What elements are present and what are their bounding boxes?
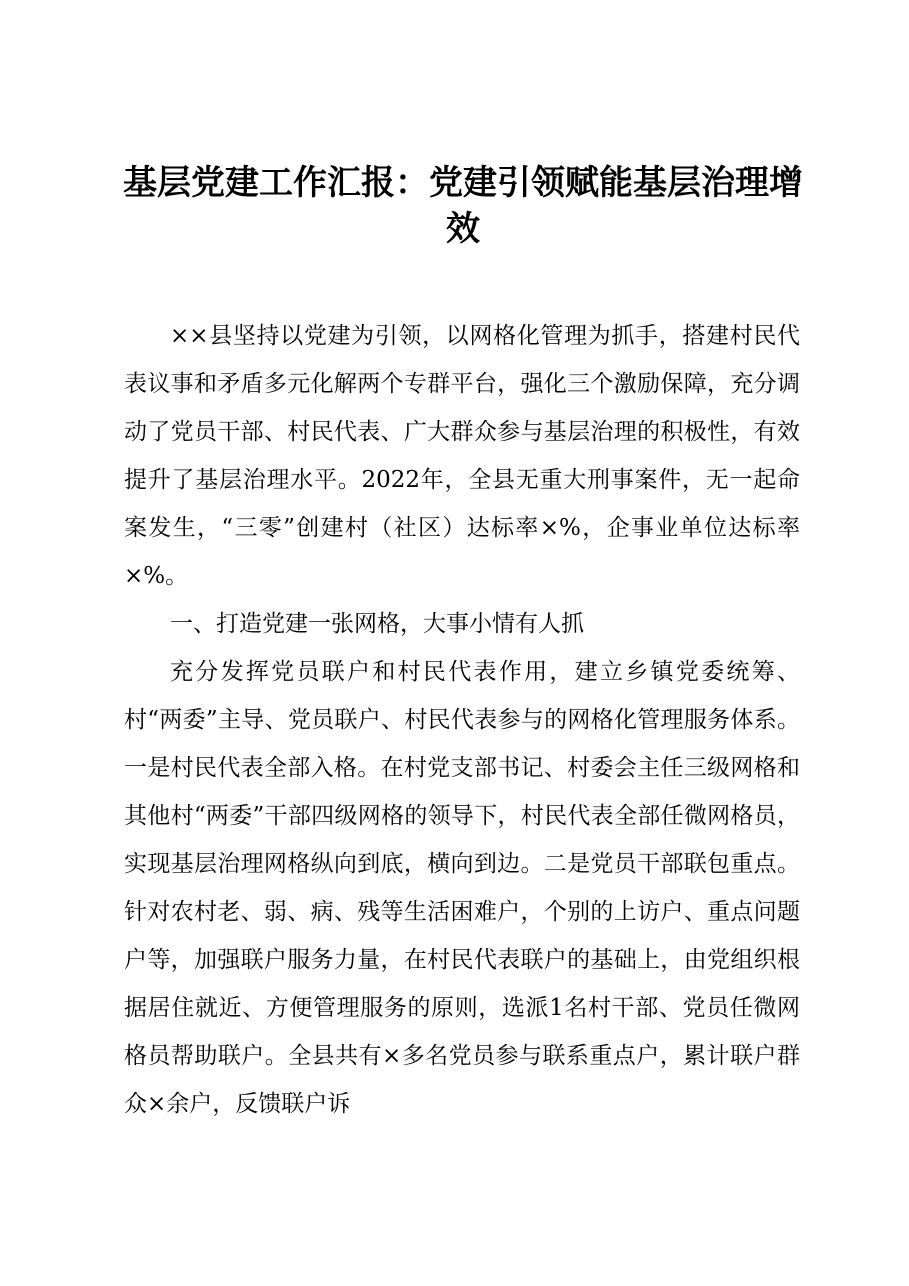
document-body (124, 312, 800, 1128)
document-title: 基层党建工作汇报：党建引领赋能基层治理增效 (123, 163, 803, 249)
intro-paragraph: ××县坚持以党建为引领，以网格化管理为抓手，搭建村民代表议事和矛盾多元化解两个专群平台，强化三个激励保障，充分调动了党员干部、村民代表、广大群众参与基层治理的积极性，有效提升了基层治理水平。2022年，全县无重大刑事案件，无一起命案发生，“三零”创建村（社区）达标率×%，企事业单位达标率×%。 (124, 323, 800, 589)
section-paragraph: 充分发挥党员联户和村民代表作用，建立乡镇党委统筹、村“两委”主导、党员联户、村民代表参与的网格化管理服务体系。一是村民代表全部入格。在村党支部书记、村委会主任三级网格和其他村“两委”干部四级网格的领导下，村民代表全部任微网格员，实现基层治理网格纵向到底，横向到边。二是党员干部联包重点。针对农村老、弱、病、残等生活困难户，个别的上访户、重点问题户等，加强联户服务力量，在村民代表联户的基础上，由党组织根据居住就近、方便管理服务的原则，选派1名村干部、党员任微网格员帮助联户。全县共有×多名党员参与联系重点户，累计联户群众×余户，反馈联户诉 (124, 659, 800, 1117)
section-heading: 一、打造党建一张网格，大事小情有人抓 (170, 611, 584, 637)
